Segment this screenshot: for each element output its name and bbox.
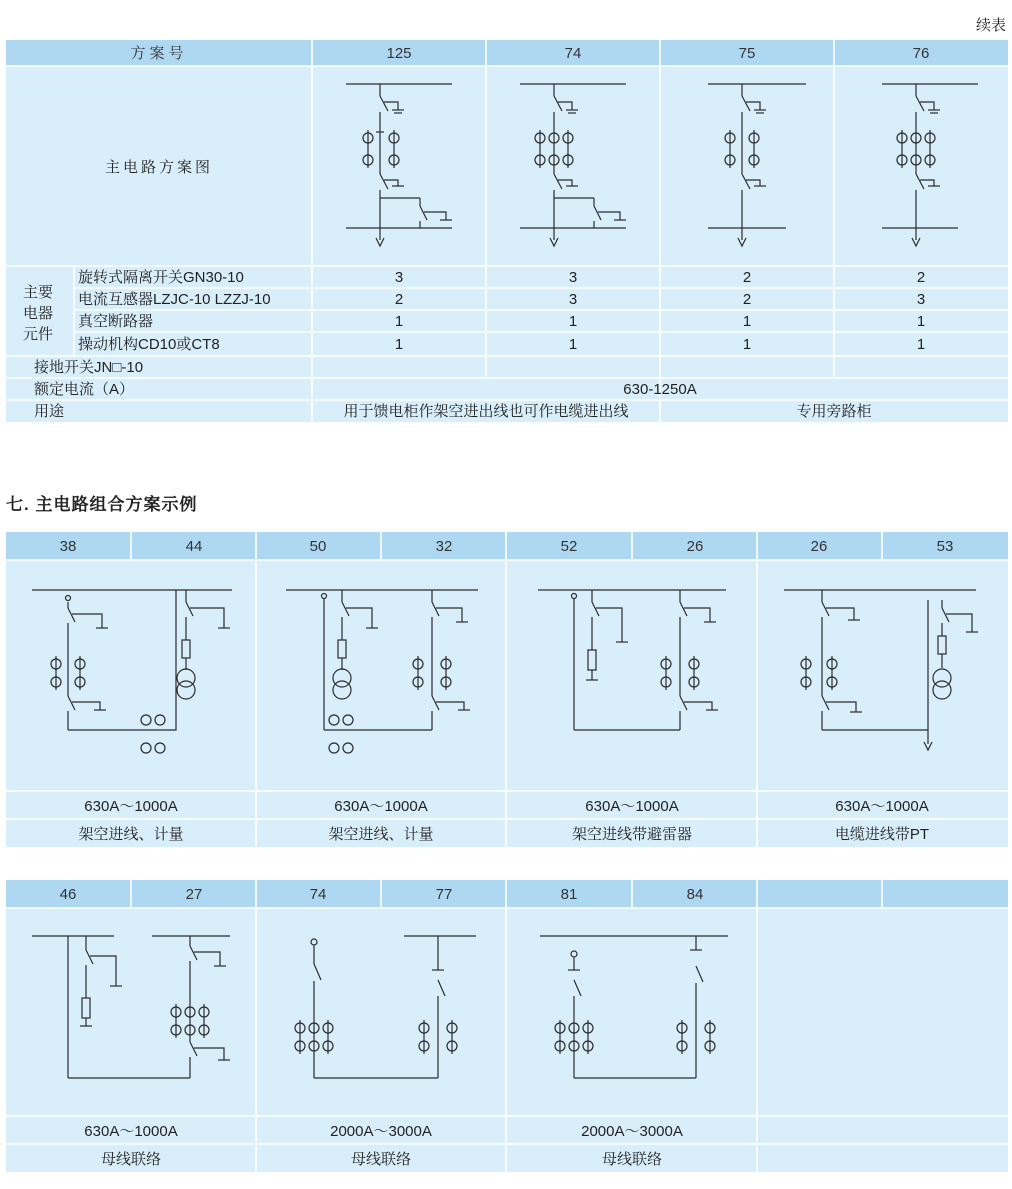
combo-usage: 架空进线、计量 bbox=[328, 826, 434, 843]
component-value: 2 bbox=[916, 269, 926, 286]
combo-number: 84 bbox=[686, 886, 704, 903]
group-label: 主要 bbox=[22, 284, 54, 301]
combo-current: 2000A～3000A bbox=[581, 1123, 683, 1140]
section-heading: 七. 主电路组合方案示例 bbox=[6, 495, 198, 514]
component-label: 操动机构CD10或CT8 bbox=[78, 336, 220, 353]
rated-current-label: 额定电流（A） bbox=[34, 381, 135, 398]
group-label: 元件 bbox=[22, 326, 54, 343]
scheme-table bbox=[6, 40, 1008, 422]
group-label: 电器 bbox=[22, 305, 54, 322]
component-value: 1 bbox=[916, 336, 926, 353]
combo-number: 81 bbox=[560, 886, 578, 903]
component-value: 3 bbox=[568, 269, 578, 286]
combo-table-1 bbox=[6, 532, 1008, 847]
component-label: 真空断路器 bbox=[78, 313, 154, 330]
combo-usage: 母线联络 bbox=[350, 1151, 412, 1168]
component-value: 3 bbox=[394, 269, 404, 286]
combo-number: 53 bbox=[936, 538, 954, 555]
combo-current: 630A～1000A bbox=[334, 798, 428, 815]
component-value: 1 bbox=[742, 313, 752, 330]
scheme-number: 75 bbox=[738, 45, 756, 62]
combo-usage: 母线联络 bbox=[601, 1151, 663, 1168]
component-value: 1 bbox=[742, 336, 752, 353]
component-label: 旋转式隔离开关GN30-10 bbox=[78, 269, 244, 286]
continued-label: 续表 bbox=[975, 17, 1006, 34]
scheme-number: 125 bbox=[386, 45, 412, 62]
combo-number: 32 bbox=[435, 538, 453, 555]
combo-current: 630A～1000A bbox=[84, 798, 178, 815]
scheme-number-header: 方案号 bbox=[130, 45, 188, 62]
component-value: 3 bbox=[568, 291, 578, 308]
combo-number: 46 bbox=[59, 886, 77, 903]
combo-current: 630A～1000A bbox=[585, 798, 679, 815]
combo-usage: 架空进线带避雷器 bbox=[571, 826, 693, 843]
combo-usage: 母线联络 bbox=[100, 1151, 162, 1168]
usage-value: 专用旁路柜 bbox=[796, 403, 872, 420]
combo-number: 27 bbox=[185, 886, 203, 903]
combo-number: 77 bbox=[435, 886, 453, 903]
combo-table-2 bbox=[6, 880, 1008, 1172]
combo-current: 630A～1000A bbox=[84, 1123, 178, 1140]
combo-usage: 电缆进线带PT bbox=[834, 826, 930, 843]
component-value: 1 bbox=[568, 313, 578, 330]
component-value: 1 bbox=[394, 336, 404, 353]
usage-value: 用于馈电柜作架空进出线也可作电缆进出线 bbox=[343, 403, 629, 420]
component-value: 2 bbox=[742, 269, 752, 286]
component-value: 1 bbox=[568, 336, 578, 353]
combo-number: 38 bbox=[59, 538, 77, 555]
component-value: 2 bbox=[394, 291, 404, 308]
scheme-number: 74 bbox=[564, 45, 582, 62]
combo-number: 50 bbox=[309, 538, 327, 555]
component-label: 电流互感器LZJC-10 LZZJ-10 bbox=[78, 291, 271, 308]
combo-number: 74 bbox=[309, 886, 327, 903]
earthing-switch-label: 接地开关JN□-10 bbox=[34, 359, 144, 376]
scheme-number: 76 bbox=[912, 45, 930, 62]
rated-current-value: 630-1250A bbox=[623, 381, 697, 398]
combo-number: 44 bbox=[185, 538, 203, 555]
combo-current: 630A～1000A bbox=[835, 798, 929, 815]
component-value: 3 bbox=[916, 291, 926, 308]
component-value: 1 bbox=[916, 313, 926, 330]
component-value: 2 bbox=[742, 291, 752, 308]
usage-label: 用途 bbox=[34, 403, 65, 420]
combo-current: 2000A～3000A bbox=[330, 1123, 432, 1140]
combo-number: 52 bbox=[560, 538, 578, 555]
combo-usage: 架空进线、计量 bbox=[78, 826, 184, 843]
combo-number: 26 bbox=[810, 538, 828, 555]
component-value: 1 bbox=[394, 313, 404, 330]
combo-number: 26 bbox=[686, 538, 704, 555]
diagram-row-label: 主电路方案图 bbox=[104, 159, 214, 176]
